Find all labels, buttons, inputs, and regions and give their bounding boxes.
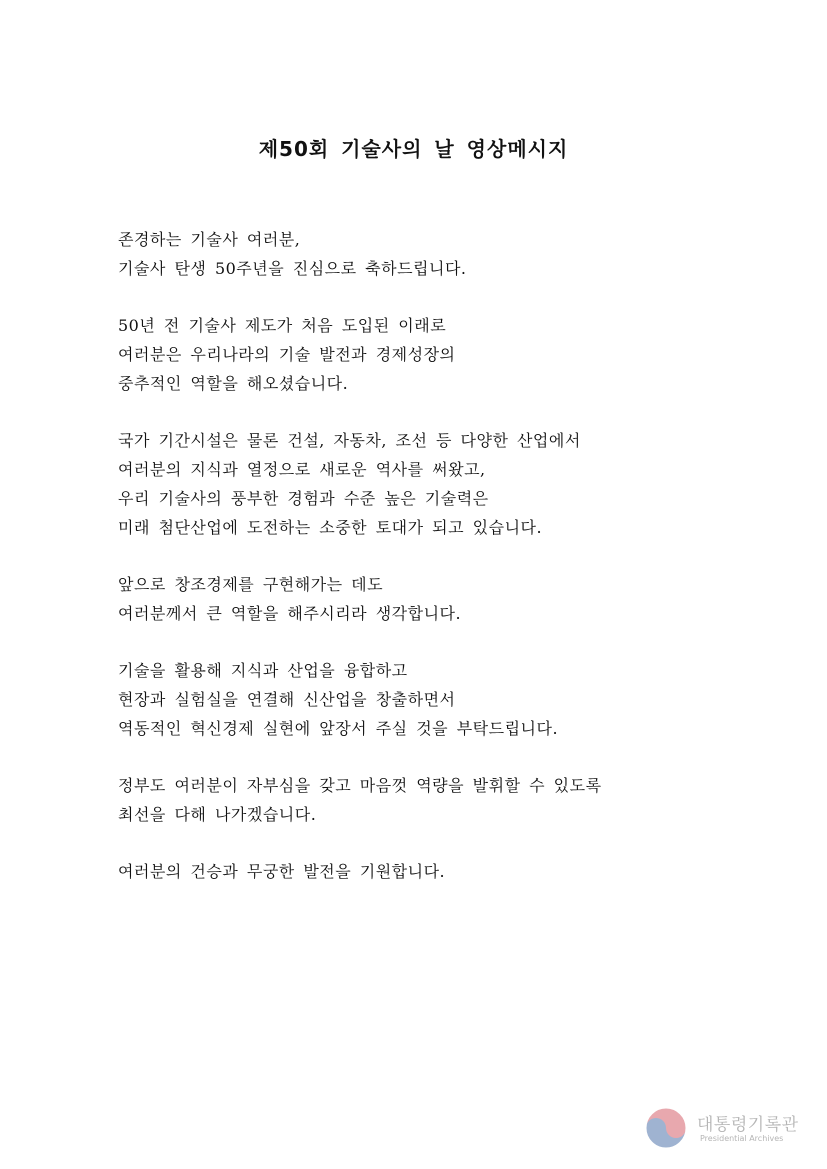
text-line: 미래 첨단산업에 도전하는 소중한 토대가 되고 있습니다.	[118, 518, 543, 537]
paragraph-government	[118, 771, 758, 829]
text-line: 현장과 실험실을 연결해 신산업을 창출하면서	[118, 690, 456, 709]
text-line: 존경하는 기술사 여러분,	[118, 230, 301, 249]
text-line: 중추적인 역할을 해오셨습니다.	[118, 374, 349, 393]
text-line: 우리 기술사의 풍부한 경험과 수준 높은 기술력은	[118, 489, 489, 508]
text-line: 여러분의 건승과 무궁한 발전을 기원합니다.	[118, 862, 446, 881]
text-line: 여러분께서 큰 역할을 해주시리라 생각합니다.	[118, 604, 462, 623]
text-line: 50년 전 기술사 제도가 처음 도입된 이래로	[118, 316, 447, 335]
text-line: 기술사 탄생 50주년을 진심으로 축하드립니다.	[118, 259, 467, 278]
text-line: 역동적인 혁신경제 실현에 앞장서 주실 것을 부탁드립니다.	[118, 719, 559, 738]
text-line: 여러분은 우리나라의 기술 발전과 경제성장의	[118, 345, 456, 364]
paragraph-closing	[118, 857, 758, 886]
document-title: 제50회 기술사의 날 영상메시지	[258, 137, 569, 161]
text-line: 기술을 활용해 지식과 산업을 융합하고	[118, 661, 408, 680]
logo-name: 대통령기록관	[697, 1115, 799, 1135]
taegeuk-emblem-icon	[644, 1106, 688, 1150]
paragraph-greeting	[118, 225, 758, 283]
text-line: 여러분의 지식과 열정으로 새로운 역사를 써왔고,	[118, 460, 486, 479]
text-line: 앞으로 창조경제를 구현해가는 데도	[118, 575, 384, 594]
paragraph-creative-economy	[118, 570, 758, 628]
logo-subtitle: Presidential Archives	[700, 1134, 784, 1143]
paragraph-industry	[118, 426, 758, 542]
text-line: 최선을 다해 나가겠습니다.	[118, 805, 317, 824]
message-body	[118, 225, 758, 914]
text-line: 국가 기간시설은 물론 건설, 자동차, 조선 등 다양한 산업에서	[118, 431, 581, 450]
text-line: 정부도 여러분이 자부심을 갖고 마음껏 역량을 발휘할 수 있도록	[118, 776, 602, 795]
paragraph-convergence	[118, 656, 758, 743]
paragraph-history	[118, 311, 758, 398]
presidential-archives-logo	[644, 1106, 814, 1152]
